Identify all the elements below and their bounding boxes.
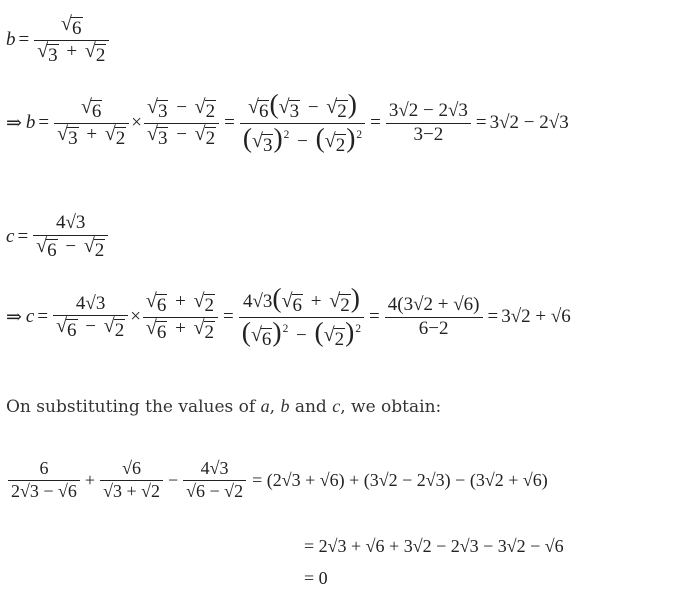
c-symbol: c [6,225,15,247]
final-fraction-1 [8,458,80,502]
b-step2-num-a: 3 [157,101,168,122]
substitution-sentence [6,396,441,417]
final-rhs-line-3 [304,568,328,589]
c-step3-den-a: 6 [261,328,272,350]
c-step3-num-pre: 4√3 [242,291,273,312]
b-step4-den: 3−2 [413,123,444,145]
c-step-fraction-4 [385,294,483,341]
equals: = [487,306,499,328]
final-rhs-1: = (2√3 + √6) + (3√2 − 2√3) − (3√2 + √6) [252,469,548,490]
b-step-fraction-2: √ 3 − √ 2 √ 3 − √ 2 [144,97,219,150]
c-num: 4√3 [56,212,86,233]
b-den-b: 2 [95,44,106,66]
b-step2-num-b: 2 [205,101,216,122]
b-result: 3√2 − 2√3 [489,112,569,134]
op: + [86,123,98,145]
b-step3-num-pre: 6 [258,101,269,122]
equals: = [17,225,29,247]
c-result: 3√2 + √6 [501,306,571,328]
exponent: 2 [355,322,362,335]
b-step-fraction-3: √ 6 ( √ 3 − √ 2 ) ( √ 3 )$^2$ − ( √ 2 )$^2$ [240,90,365,157]
b-fraction: √ 6 √ 3 + √ 2 [34,14,109,67]
c-step1-den-b: 2 [114,320,125,342]
equals: = [475,112,487,134]
implies-arrow: ⇒ [6,112,22,134]
b-step1-den-a: 3 [68,127,78,149]
op: − [297,130,308,152]
b-den-op: + [66,40,78,62]
c-step2-num-b: 2 [204,295,215,316]
equals: = [370,112,381,134]
c-step3-num-a: 6 [292,295,303,316]
prose-and: and [289,397,333,417]
op: − [176,123,187,145]
b-step3-den-a: 3 [262,134,273,156]
c-step3-den-b: 2 [334,328,345,350]
op: − [296,324,307,346]
exponent: 2 [356,128,363,141]
final-f3-den: √6 − √2 [186,480,244,501]
op: + [175,317,186,339]
c-fraction: 4√3 √ 6 − √ 2 [33,212,108,262]
c-definition [6,212,110,262]
equals: = [223,306,234,328]
final-rhs-3: = 0 [304,568,328,588]
final-rhs-line-2 [304,536,564,557]
b-step4-num: 3√2 − 2√3 [388,100,468,122]
c-den-b: 2 [94,239,105,261]
final-f2-den: √3 + √2 [103,480,160,501]
op: − [168,469,179,490]
final-f3-num: 4√3 [200,458,229,478]
b-step3-num-a: 3 [289,101,300,122]
b-symbol: b [25,112,36,134]
c-step4-den: 6−2 [418,317,449,339]
equals: = [38,112,50,134]
exponent: 2 [282,322,289,335]
b-den-a: 3 [48,44,58,66]
op: + [310,291,322,312]
prose-tail: , we obtain: [340,397,442,417]
b-step-fraction-4 [386,100,471,147]
c-rationalization [6,284,571,351]
final-f1-num: 6 [39,458,49,478]
times: × [130,306,141,328]
b-step3-num-b: 2 [337,101,347,122]
c-symbol: c [25,306,35,328]
prose-c: c [332,396,341,416]
op: − [176,97,187,118]
prose-b: b [280,396,290,416]
c-step-fraction-2: √ 6 + √ 2 √ 6 + √ 2 [143,291,218,344]
final-fraction-3 [183,458,246,502]
c-step-fraction-1: 4√3 √ 6 − √ 2 [53,293,128,343]
b-symbol: b [6,29,16,51]
b-step1-den-b: 2 [115,127,126,149]
c-step2-den-b: 2 [204,321,215,343]
b-definition [6,14,111,67]
equals: = [369,306,380,328]
prose-lead: On substituting the values of [6,397,261,417]
b-step-fraction-1: √ 6 √ 3 + √ 2 [54,97,129,150]
final-f2-num: √6 [122,458,141,478]
b-rationalization [6,90,569,157]
op: − [65,235,77,257]
b-step2-den-a: 3 [157,127,168,149]
b-step2-den-b: 2 [205,127,216,149]
times: × [131,112,142,134]
c-step4-num: 4(3√2 + √6) [387,294,480,316]
c-step2-den-a: 6 [156,321,167,343]
equals: = [18,29,30,51]
b-step3-den-b: 2 [335,134,346,156]
equals: = [37,306,49,328]
equals: = [224,112,235,134]
c-den-a: 6 [47,239,57,261]
c-step3-num-b: 2 [340,295,350,316]
final-f1-den: 2√3 − √6 [11,480,77,501]
exponent: 2 [283,128,290,141]
final-rhs-2: = 2√3 + √6 + 3√2 − 2√3 − 3√2 − √6 [304,536,564,556]
prose-a: a [260,396,270,416]
op: + [175,291,186,312]
op: − [307,97,319,118]
c-step-fraction-3: 4√3( √ 6 + √ 2 ) ( √ 6 )$^2$ − ( √ 2 )$^2$ [239,284,364,351]
final-expression [6,458,548,502]
op: − [85,316,96,338]
final-fraction-2 [100,458,163,502]
implies-arrow: ⇒ [6,306,22,328]
c-step1-den-a: 6 [67,320,77,342]
c-step2-num-a: 6 [156,295,167,316]
b-num: 6 [72,18,82,39]
op: + [84,469,96,490]
c-step1-num: 4√3 [75,292,106,314]
prose-comma: , [269,397,281,417]
b-step1-num: 6 [91,101,102,122]
